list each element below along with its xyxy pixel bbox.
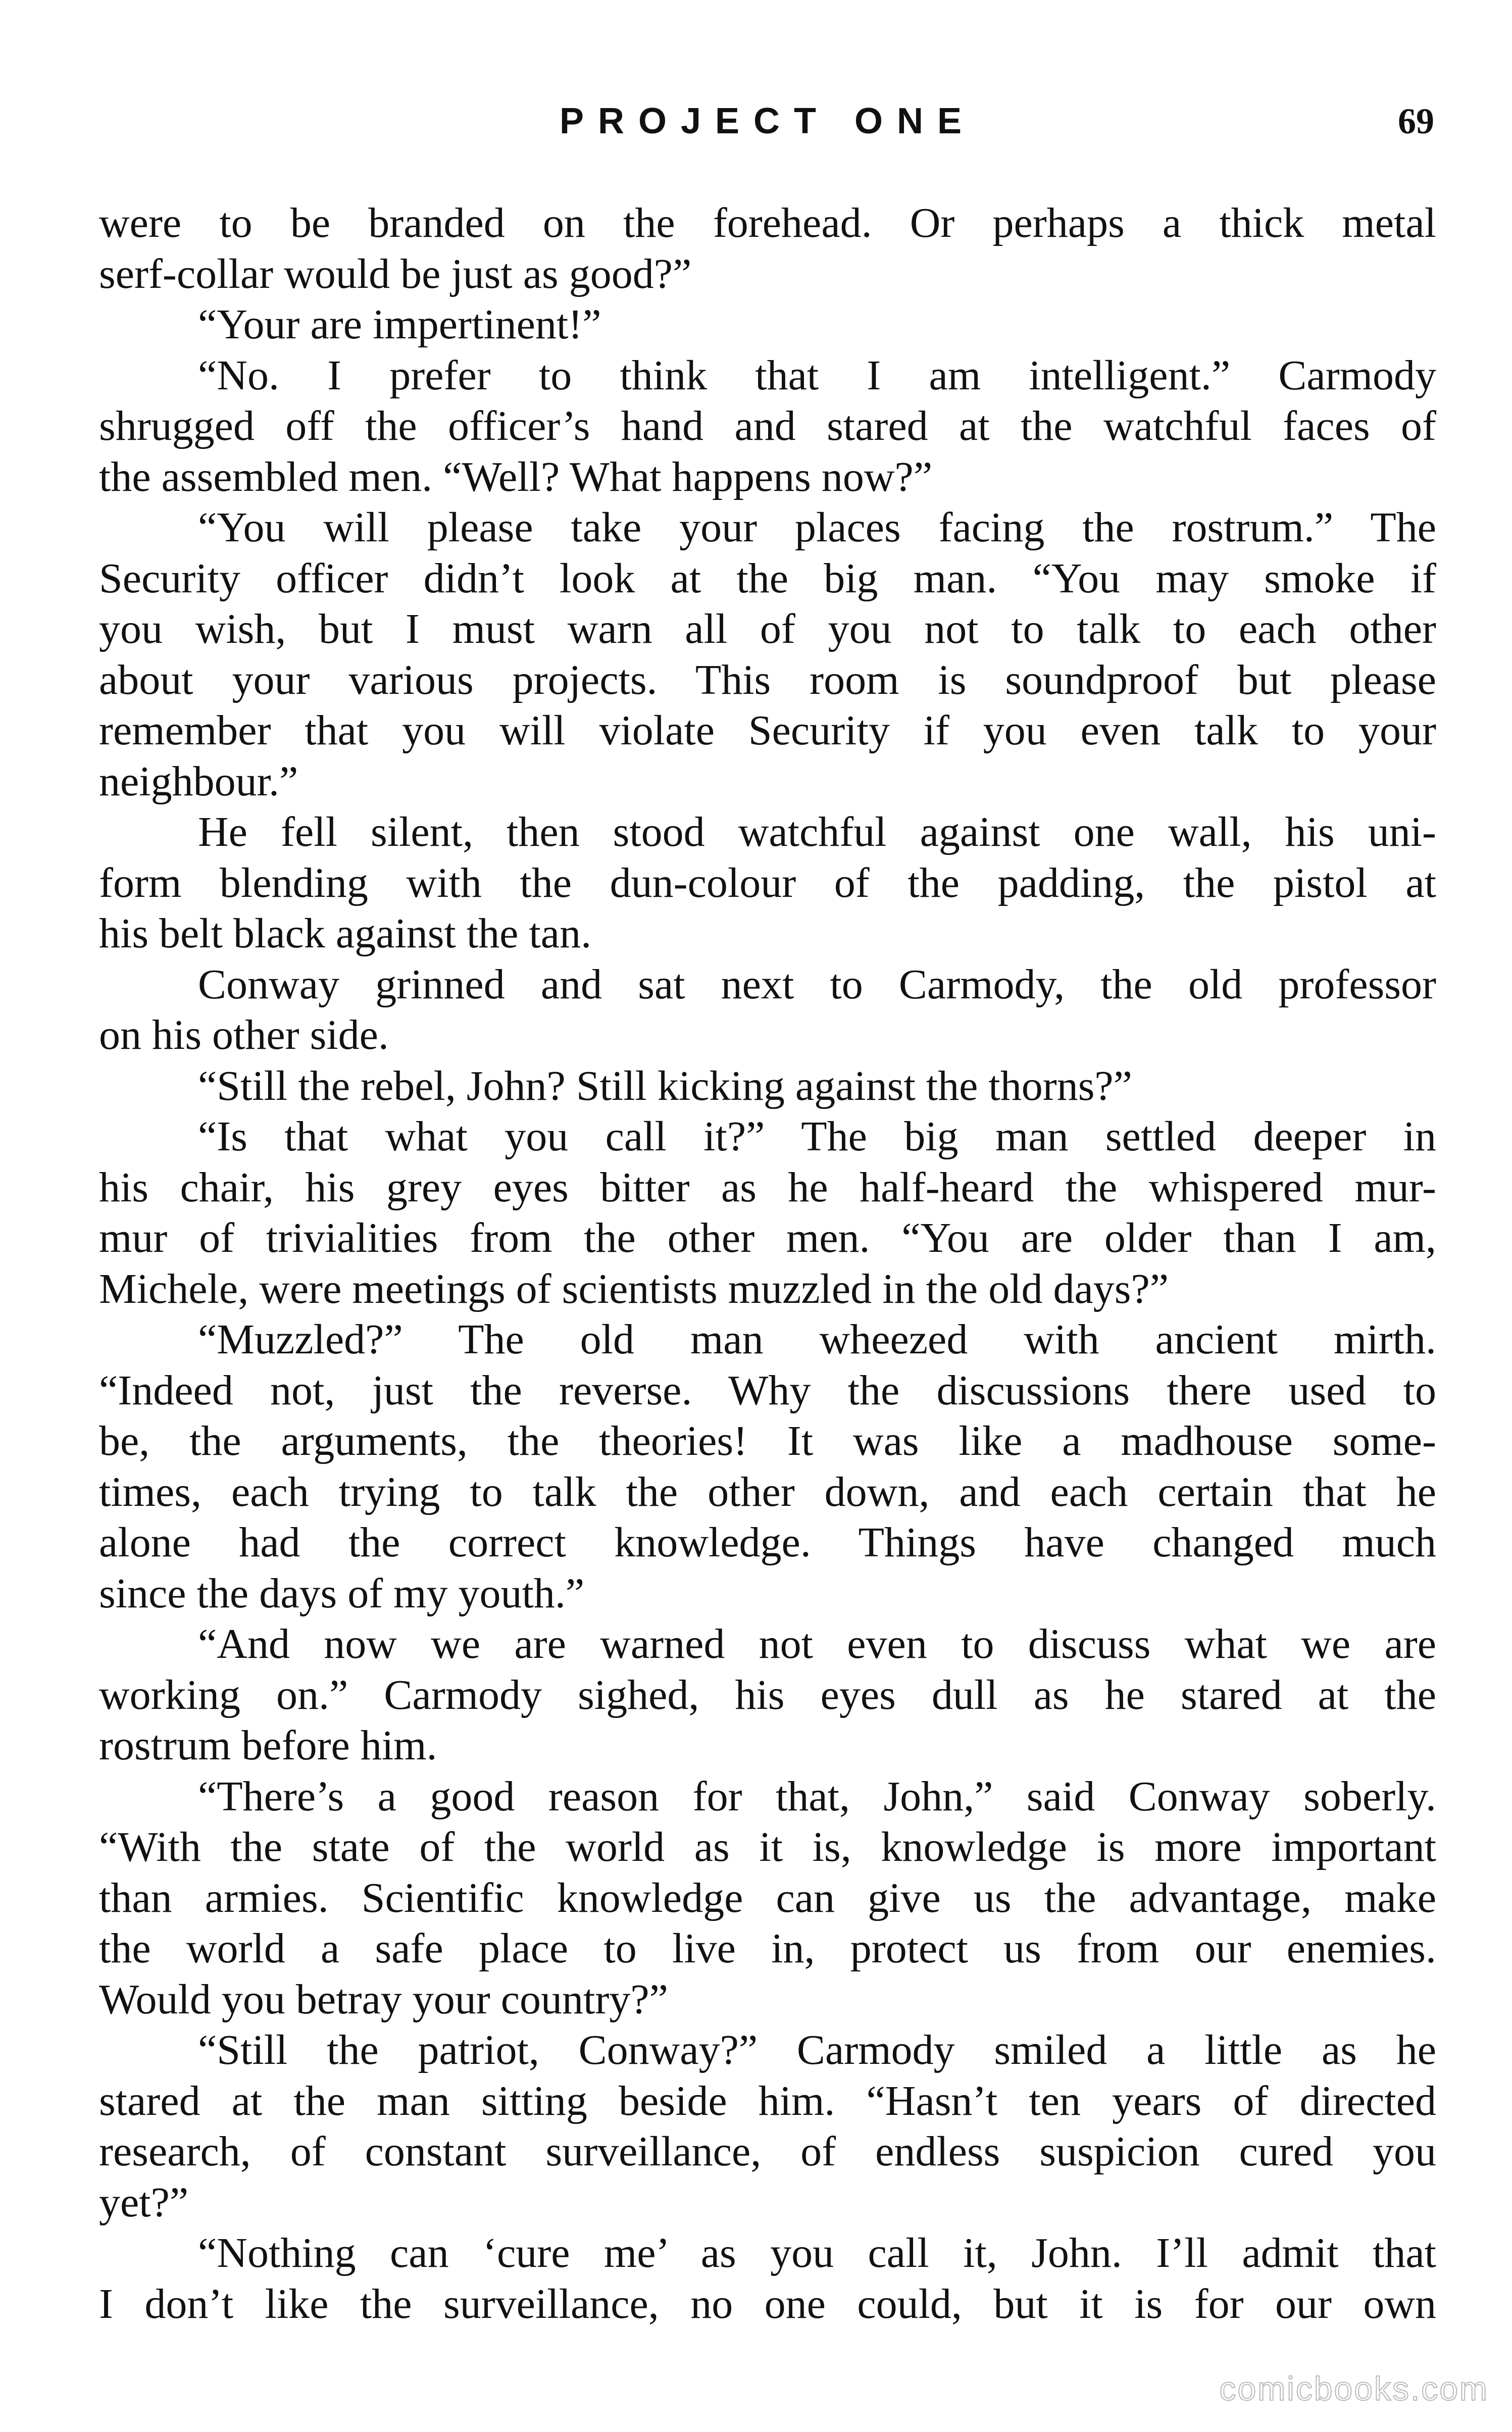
text-line: working on.” Carmody sighed, his eyes dull as he stared at the (99, 1671, 1436, 1718)
text-line: yet?” (99, 2178, 189, 2226)
text-line: Would you betray your country?” (99, 1975, 668, 2023)
text-line: remember that you will violate Security if you even talk to your (99, 707, 1436, 754)
text-line: mur of trivialities from the other men. “You are older than I am, (99, 1214, 1436, 1261)
text-line: research, of constant surveillance, of endless suspicion cured you (99, 2128, 1436, 2175)
text-line: than armies. Scientific knowledge can give us the advantage, make (99, 1874, 1436, 1921)
text-line: “Still the patriot, Conway?” Carmody smiled a little as he (198, 2026, 1436, 2073)
text-line: Security officer didn’t look at the big man. “You may smoke if (99, 554, 1436, 602)
text-line: the assembled men. “Well? What happens now?” (99, 453, 933, 500)
text-line: rostrum before him. (99, 1722, 437, 1769)
text-line: about your various projects. This room is soundproof but please (99, 656, 1436, 703)
text-line: stared at the man sitting beside him. “Hasn’t ten years of directed (99, 2077, 1436, 2124)
text-line: neighbour.” (99, 757, 298, 805)
text-line: “Your are impertinent!” (198, 301, 601, 348)
text-line: on his other side. (99, 1011, 389, 1058)
text-line: form blending with the dun-colour of the padding, the pistol at (99, 859, 1436, 906)
text-line: his chair, his grey eyes bitter as he half-heard the whispered mur- (99, 1163, 1436, 1211)
text-line: be, the arguments, the theories! It was like a madhouse some- (99, 1417, 1436, 1464)
text-line: his belt black against the tan. (99, 910, 592, 957)
text-line: “Is that what you call it?” The big man settled deeper in (198, 1113, 1436, 1160)
text-line: you wish, but I must warn all of you not to talk to each other (99, 605, 1436, 652)
text-line: “Indeed not, just the reverse. Why the discussions there used to (99, 1366, 1436, 1414)
running-head: PROJECT ONE (559, 101, 976, 141)
watermark: comicbooks.com (1219, 2370, 1489, 2407)
text-line: were to be branded on the forehead. Or perhaps a thick metal (99, 199, 1436, 246)
page-number: 69 (1398, 101, 1434, 141)
text-line: “No. I prefer to think that I am intelligent.” Carmody (198, 351, 1436, 399)
page-header (101, 96, 1434, 151)
text-line: serf-collar would be just as good?” (99, 250, 692, 297)
text-line: “With the state of the world as it is, knowledge is more important (99, 1823, 1436, 1870)
text-line: “There’s a good reason for that, John,” said Conway soberly. (198, 1772, 1436, 1820)
text-line: since the days of my youth.” (99, 1569, 585, 1617)
text-line: “You will please take your places facing the rostrum.” The (198, 504, 1436, 551)
text-line: alone had the correct knowledge. Things have changed much (99, 1519, 1436, 1566)
text-line: I don’t like the surveillance, no one could, but it is for our own (99, 2280, 1436, 2327)
text-line: “Still the rebel, John? Still kicking against the thorns?” (198, 1062, 1132, 1109)
text-line: shrugged off the officer’s hand and stared at the watchful faces of (99, 402, 1436, 449)
text-line: Conway grinned and sat next to Carmody, the old professor (198, 960, 1436, 1008)
text-line: Michele, were meetings of scientists muzzled in the old days?” (99, 1265, 1169, 1312)
text-line: He fell silent, then stood watchful against one wall, his uni- (198, 808, 1436, 855)
body-text (99, 198, 1436, 2329)
text-line: times, each trying to talk the other down, and each certain that he (99, 1468, 1436, 1515)
text-line: the world a safe place to live in, protect us from our enemies. (99, 1925, 1436, 1972)
text-line: “Nothing can ‘cure me’ as you call it, John. I’ll admit that (198, 2230, 1436, 2276)
text-line: “And now we are warned not even to discuss what we are (198, 1620, 1436, 1667)
text-line: “Muzzled?” The old man wheezed with ancient mirth. (198, 1316, 1436, 1363)
